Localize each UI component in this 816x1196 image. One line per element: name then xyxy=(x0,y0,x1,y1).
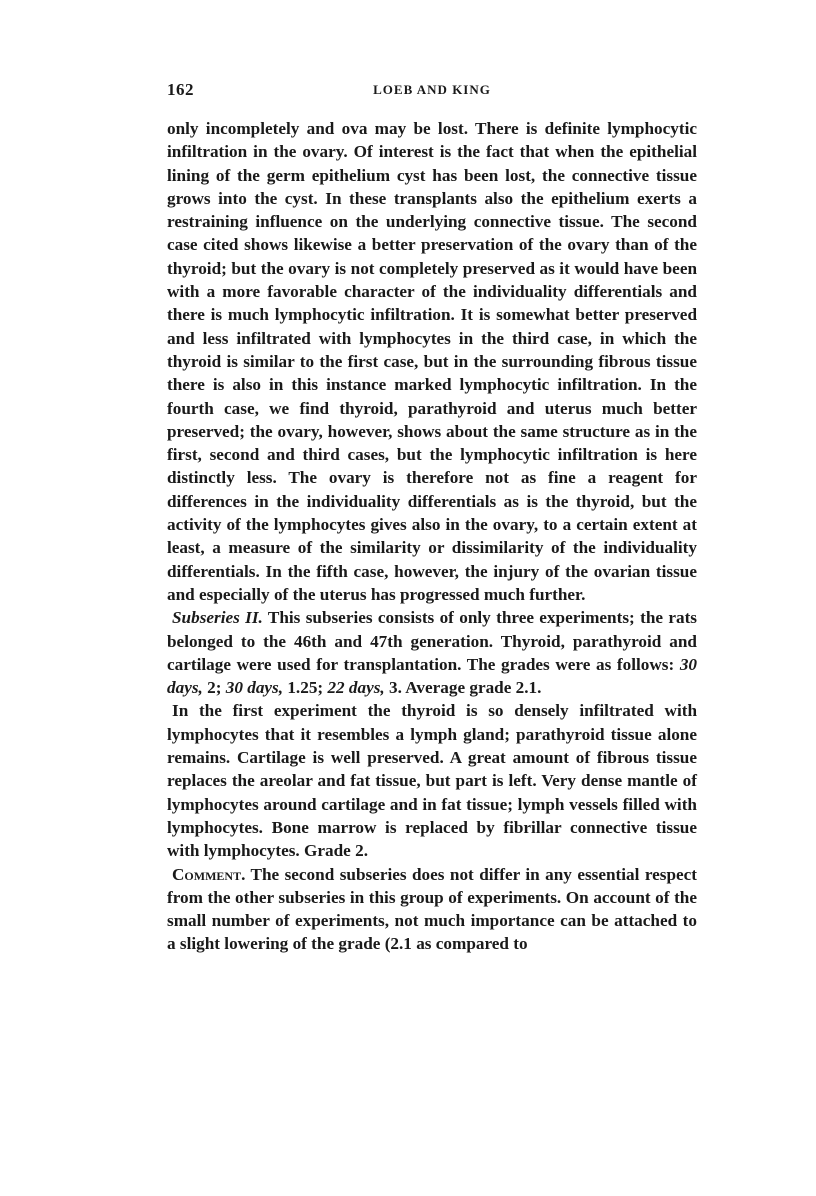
grade-value-2: 1.25; xyxy=(283,678,328,698)
body-text xyxy=(167,117,697,956)
paragraph-subseries-ii xyxy=(167,606,697,699)
page-number: 162 xyxy=(167,80,194,99)
comment-text: The second subseries does not differ in any essential respect from the other subseries in this group of experiments. On account of the small number of experiments, not much importance can be attached to a slight lowering of the grade (2.1 as compared to xyxy=(167,864,697,954)
grade-days-1: 30 days, xyxy=(167,654,697,698)
subseries-text: This subseries consists of only three experiments; the rats belonged to the 46th and 47th generation. Thyroid, parathyroid and cartilage were used for transplantation. The grades were as follows: xyxy=(167,608,697,674)
grade-value-1: 2; xyxy=(202,678,226,698)
grade-value-3: 3. Average grade 2.1. xyxy=(384,678,542,698)
paragraph-comment xyxy=(167,863,697,956)
paragraph-first-experiment: In the first experiment the thyroid is so densely infiltrated with lymphocytes that it resembles a lymph gland; parathyroid tissue alone remains. Cartilage is well preserved. A great amount of fibrous tissue replaces the areolar and fat tissue, but part is left. Very dense mantle of lymphocytes around cartilage and in fat tissue; lymph vessels filled with lymphocytes. Bone marrow is replaced by fibrillar connective tissue with lymphocytes. Grade 2. xyxy=(167,701,697,861)
grade-days-2: 30 days, xyxy=(225,678,284,698)
running-head: LOEB AND KING xyxy=(373,82,491,97)
grade-days-3: 22 days, xyxy=(327,678,385,698)
paragraph-ovary-comparison: only incompletely and ova may be lost. There is definite lymphocytic infiltration in the ovary. Of interest is the fact that when the epithelial lining of the germ epithelium cyst has been lost, the connective tissue grows into the cyst. In these transplants also the epithelium exerts a restraining influence on the underlying connective tissue. The second case cited shows likewise a better preservation of the ovary than of the thyroid; but the ovary is not completely preserved as it would have been with a more favorable character of the individuality differentials and there is much lymphocytic infiltration. It is somewhat better preserved and less infiltrated with lymphocytes in the third case, in which the thyroid is similar to the first case, but in the surrounding fibrous tissue there is also in this instance marked lymphocytic infiltration. In the fourth case, we find thyroid, parathyroid and uterus much better preserved; the ovary, however, shows about the same structure as in the first, second and third cases, but the lymphocytic infiltration is here distinctly less. The ovary is therefore not as fine a reagent for differences in the individuality differentials as is the thyroid, but the activity of the lymphocytes gives also in the ovary, to a certain extent at least, a measure of the similarity or dissimilarity of the individuality differentials. In the fifth case, however, the injury of the ovarian tissue and especially of the uterus has progressed much further. xyxy=(167,119,697,604)
page-header xyxy=(167,80,697,104)
subseries-heading: Subseries II. xyxy=(172,608,263,628)
comment-heading: Comment. xyxy=(172,864,246,884)
